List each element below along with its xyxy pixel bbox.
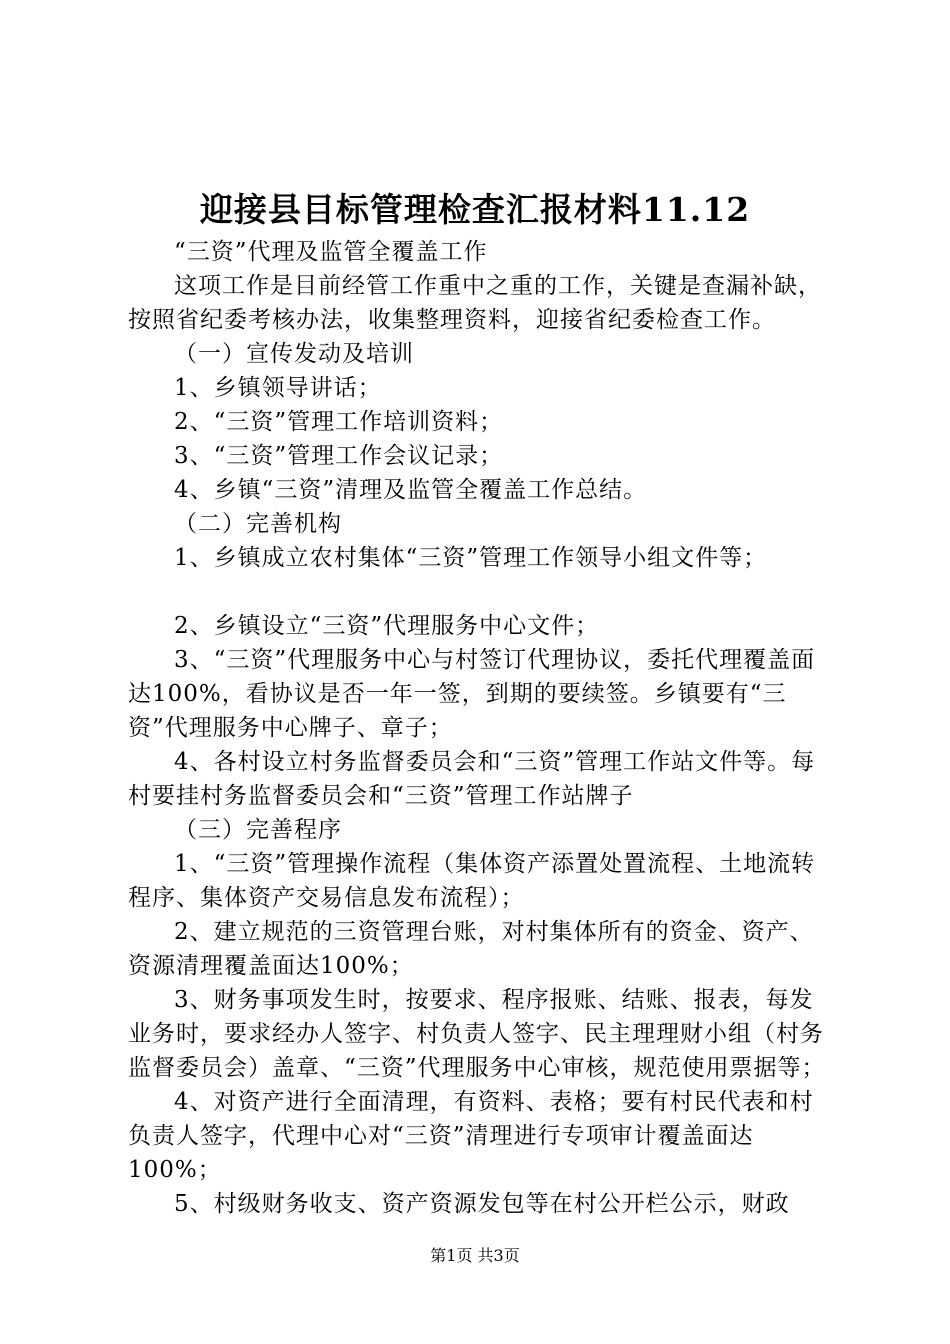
list-item: 3、“三资”代理服务中心与村签订代理协议，委托代理覆盖面达100%，看协议是否一年一签，到期的要续签。乡镇要有“三资”代理服务中心牌子、章子；: [128, 647, 816, 741]
section-heading: （一）宣传发动及培训: [174, 341, 414, 367]
list-item: 5、村级财务收支、资产资源发包等在村公开栏公示，财政: [174, 1191, 790, 1217]
list-item: 4、各村设立村务监督委员会和“三资”管理工作站文件等。每村要挂村务监督委员会和“三资”管理工作站牌子: [128, 749, 816, 809]
section-heading: （三）完善程序: [174, 817, 342, 843]
list-item: 2、乡镇设立“三资”代理服务中心文件；: [174, 613, 600, 639]
paragraph: “三资”代理及监管全覆盖工作: [174, 239, 488, 265]
page-number: 第1页 共3页: [430, 1246, 520, 1265]
document-body: [128, 235, 833, 1221]
paragraph: 这项工作是目前经管工作重中之重的工作，关键是查漏补缺，按照省纪委考核办法，收集整理资料，迎接省纪委检查工作。: [128, 273, 822, 333]
section-heading: （二）完善机构: [174, 511, 342, 537]
list-item: 2、建立规范的三资管理台账，对村集体所有的资金、资产、资源清理覆盖面达100%；: [128, 919, 814, 979]
list-item: 1、乡镇领导讲话；: [174, 375, 382, 401]
list-item: 3、“三资”管理工作会议记录；: [174, 443, 504, 469]
list-item: 4、乡镇“三资”清理及监管全覆盖工作总结。: [174, 477, 648, 503]
list-item: 2、“三资”管理工作培训资料；: [174, 409, 504, 435]
document-title: 迎接县目标管理检查汇报材料11.12: [199, 190, 751, 229]
list-item: 1、乡镇成立农村集体“三资”管理工作领导小组文件等；: [174, 545, 768, 571]
list-item: 3、财务事项发生时，按要求、程序报账、结账、报表，每发业务时，要求经办人签字、村负责人签字、民主理理财小组（村务监督委员会）盖章、“三资”代理服务中心审核，规范使用票据等；: [128, 987, 826, 1081]
list-item: 1、“三资”管理操作流程（集体资产添置处置流程、土地流转程序、集体资产交易信息发布流程）；: [128, 851, 816, 911]
list-item: 4、对资产进行全面清理，有资料、表格；要有村民代表和村负责人签字，代理中心对“三资”清理进行专项审计覆盖面达100%；: [128, 1089, 814, 1183]
